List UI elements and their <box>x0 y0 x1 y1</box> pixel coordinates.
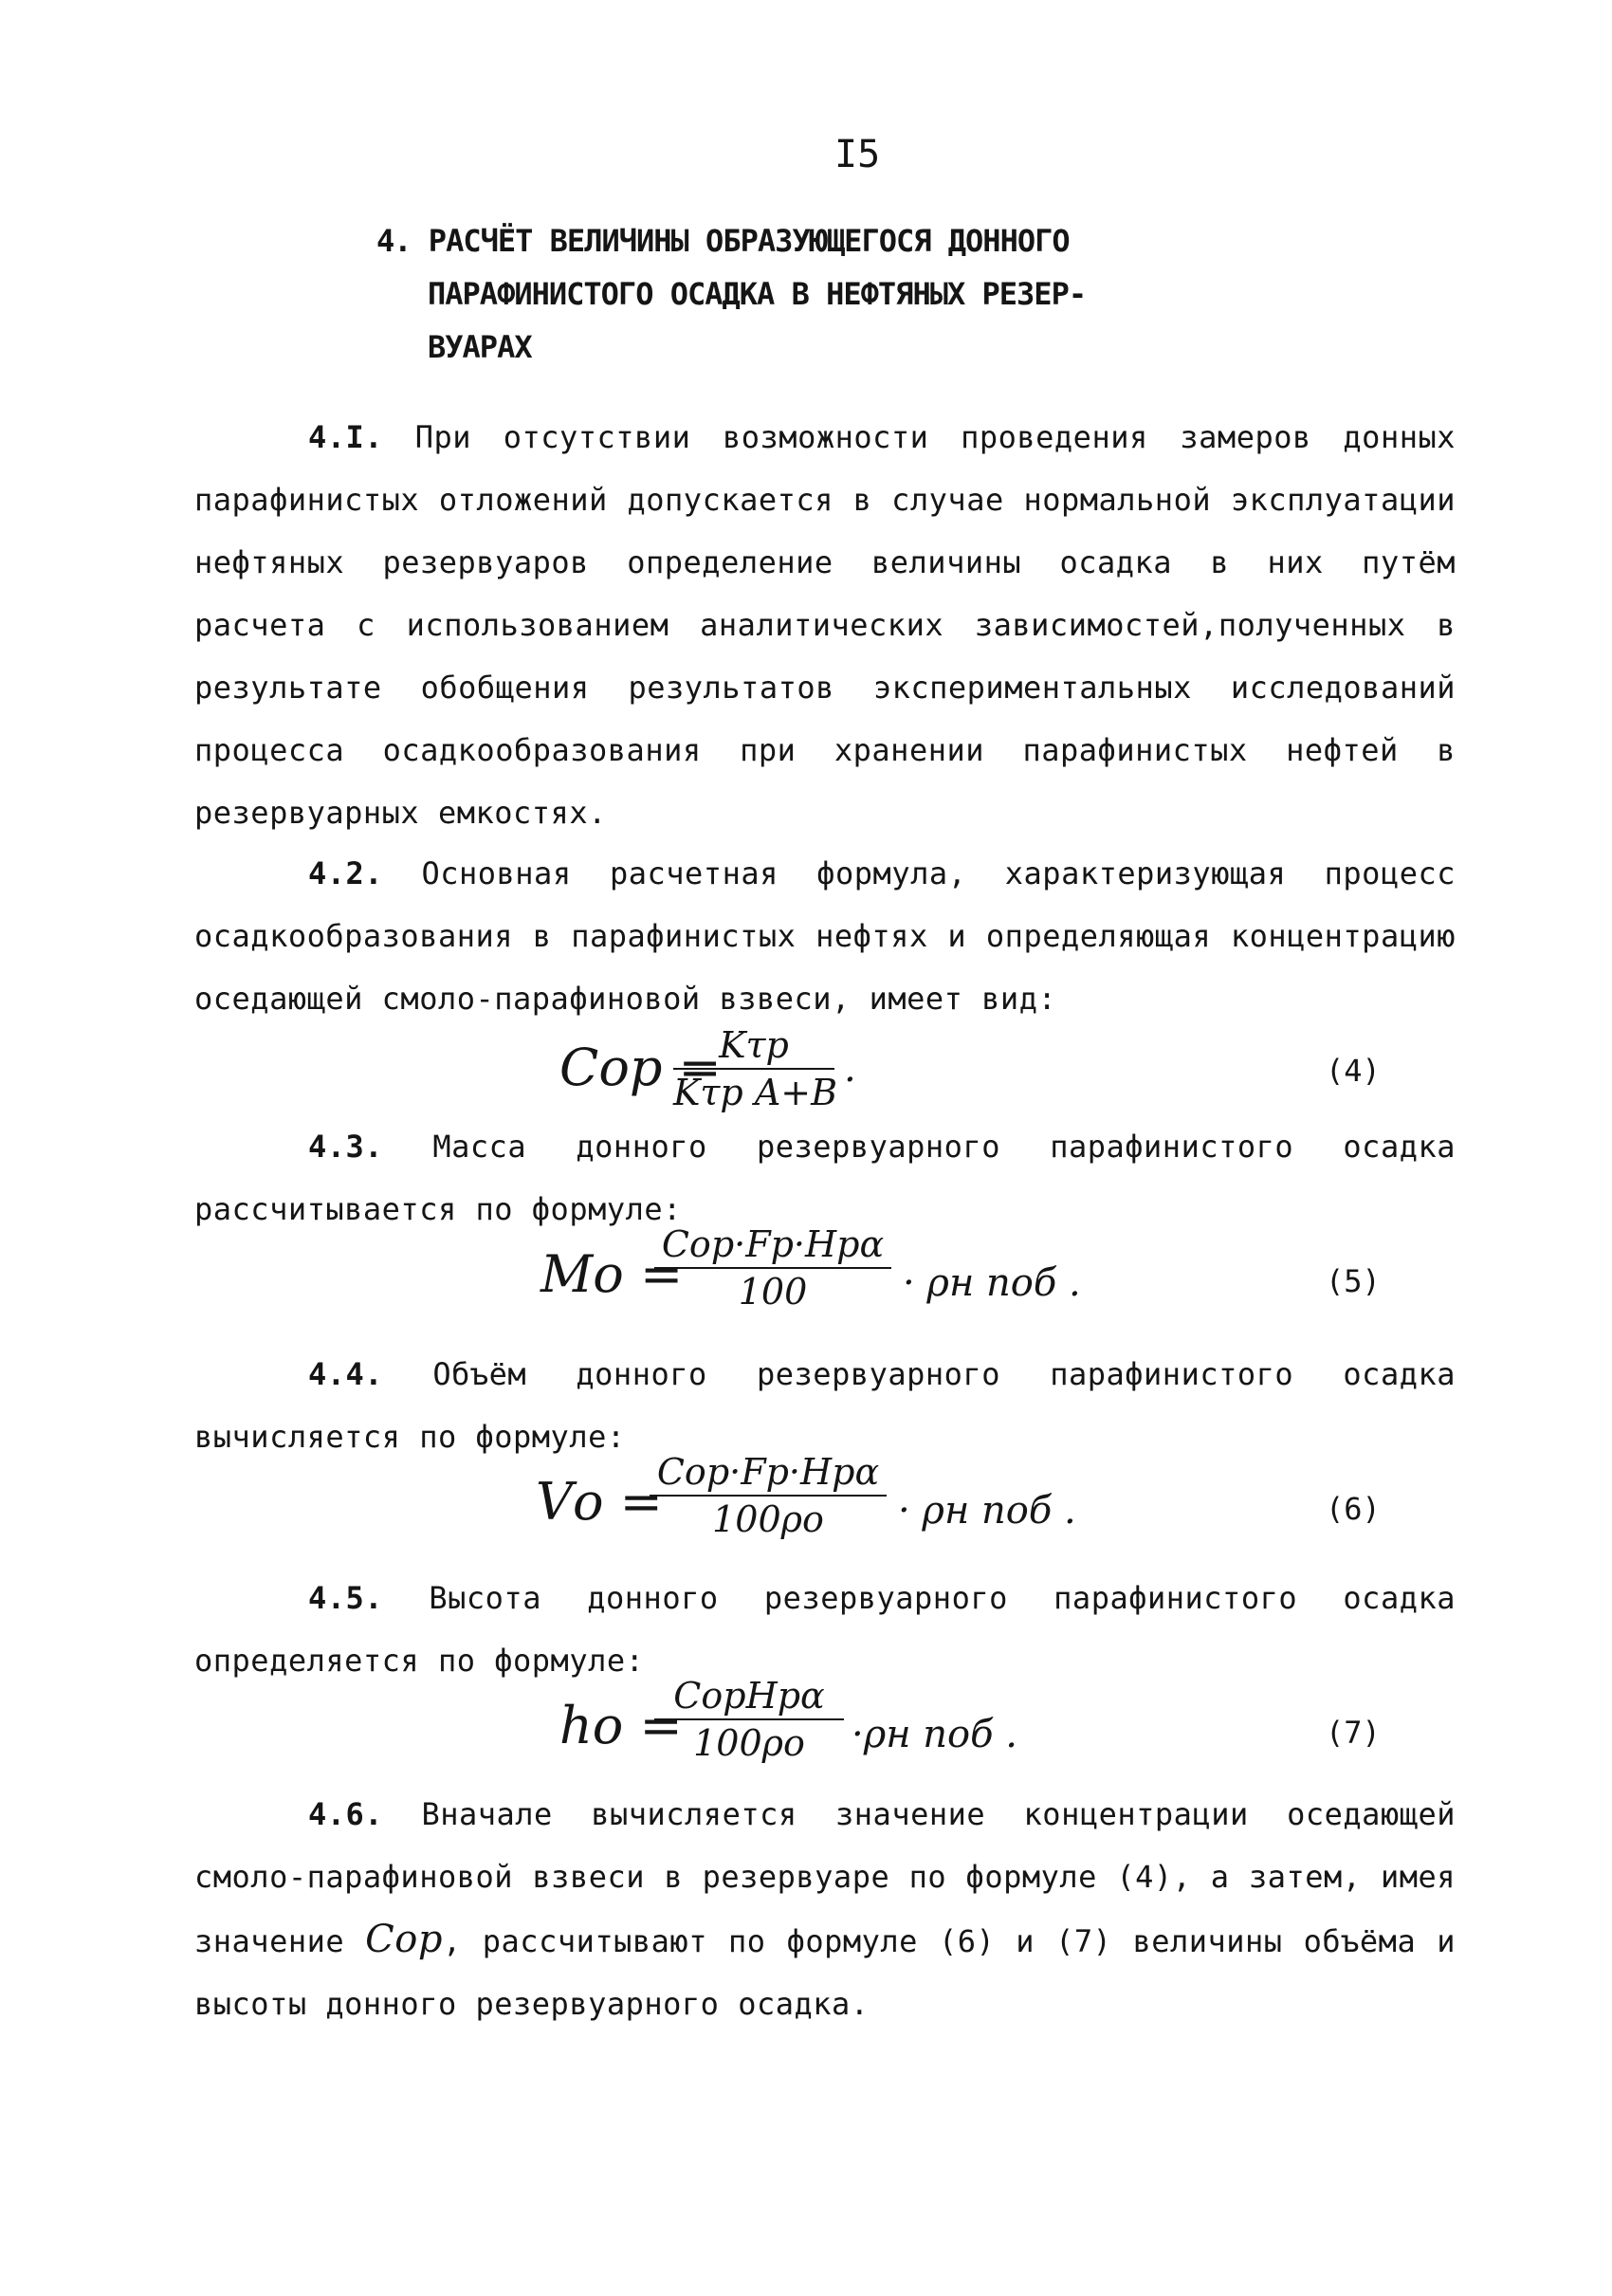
heading-line-3: ВУАРАХ <box>428 329 532 365</box>
paragraph-text: При отсутствии возможности проведения замеров донных парафинистых отложений допускается в случае нормальной эксплуатации нефтяных резервуаров определение величины осадка в них путём расчета с использованием аналитических зависимостей,полученных в результате обобщения результатов экспериментальных исследований процесса осадкообразования при хранении парафинистых нефтей в резервуарных емкостях. <box>194 419 1456 831</box>
formula-lhs: Vо = <box>536 1472 663 1532</box>
paragraph-4-4 <box>194 1343 1456 1468</box>
formula-fraction <box>654 1675 844 1764</box>
section-heading <box>376 214 1230 374</box>
formula-6 <box>536 1451 1413 1565</box>
formula-fraction <box>673 1024 838 1113</box>
paragraph-number: 4.4. <box>308 1356 384 1392</box>
paragraph-number: 4.I. <box>308 419 384 455</box>
formula-tail: · ρн nоб . <box>903 1261 1081 1305</box>
formula-fraction <box>650 1451 887 1540</box>
paragraph-4-3 <box>194 1115 1456 1240</box>
paragraph-text: Вначале вычисляется значение концентрации оседающей смоло-парафиновой взвеси в резервуаре по формуле (4), а затем, имея значение <box>194 1796 1456 1959</box>
equation-number: (4) <box>1326 1053 1381 1089</box>
formula-numerator: Cор·Fр·Hрα <box>661 1223 885 1265</box>
paragraph-4-5 <box>194 1567 1456 1692</box>
page-number: I5 <box>834 133 881 176</box>
paragraph-number: 4.5. <box>308 1580 384 1616</box>
formula-lhs: hо = <box>559 1696 683 1755</box>
heading-line-1: РАСЧЁТ ВЕЛИЧИНЫ ОБРАЗУЮЩЕГОСЯ ДОННОГО <box>428 223 1070 259</box>
formula-tail: ·ρн nоб . <box>852 1713 1017 1756</box>
formula-7 <box>559 1675 1413 1789</box>
paragraph-text: Основная расчетная формула, характеризующая процесс осадкообразования в парафинистых нефтях и определяющая концентрацию оседающей смоло-парафиновой взвеси, имеет вид: <box>194 855 1456 1017</box>
formula-tail: . <box>844 1047 856 1091</box>
paragraph-text-cont: , рассчитывают по формуле (6) и (7) величины объёма и высоты донного резервуарного осадка. <box>194 1923 1456 2022</box>
inline-symbol: Cор <box>365 1918 443 1961</box>
formula-lhs: Cор = <box>559 1038 722 1097</box>
formula-denominator: Kτр A+B <box>673 1072 838 1113</box>
paragraph-number: 4.3. <box>308 1129 384 1165</box>
formula-denominator: 100 <box>738 1271 808 1313</box>
equation-number: (5) <box>1326 1263 1381 1299</box>
paragraph-text: Высота донного резервуарного парафинистого осадка определяется по формуле: <box>194 1580 1456 1679</box>
paragraph-4-2 <box>194 842 1456 1030</box>
formula-denominator: 100ρо <box>712 1498 824 1540</box>
paragraph-4-6 <box>194 1783 1456 2035</box>
equation-number: (6) <box>1326 1491 1381 1527</box>
paragraph-text: Объём донного резервуарного парафинистого осадка вычисляется по формуле: <box>194 1356 1456 1455</box>
formula-denominator: 100ρо <box>693 1722 805 1764</box>
formula-tail: · ρн nоб . <box>898 1489 1076 1533</box>
equation-number: (7) <box>1326 1715 1381 1751</box>
paragraph-4-1 <box>194 406 1456 844</box>
paragraph-text: Масса донного резервуарного парафинистого осадка рассчитывается по формуле: <box>194 1129 1456 1227</box>
formula-lhs: Mо = <box>540 1244 684 1304</box>
paragraph-number: 4.6. <box>308 1796 384 1832</box>
formula-numerator: Kτр <box>719 1024 789 1066</box>
formula-4 <box>559 1024 1413 1129</box>
formula-5 <box>540 1223 1413 1337</box>
paragraph-number: 4.2. <box>308 855 384 891</box>
formula-numerator: CорHрα <box>673 1675 825 1717</box>
formula-numerator: Cор·Fр·Hрα <box>656 1451 880 1493</box>
heading-number: 4. <box>376 223 412 259</box>
heading-line-2: ПАРАФИНИСТОГО ОСАДКА В НЕФТЯНЫХ РЕЗЕР- <box>428 276 1087 312</box>
formula-fraction <box>654 1223 891 1313</box>
